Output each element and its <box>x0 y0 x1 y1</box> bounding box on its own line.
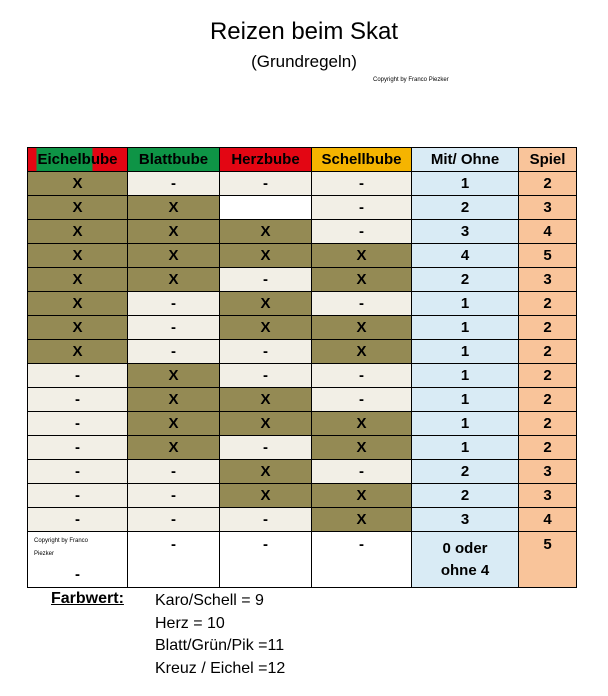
jack-cell: - <box>128 172 220 196</box>
jack-cell: - <box>28 436 128 460</box>
farbwert-line: Kreuz / Eichel =12 <box>155 659 286 677</box>
jack-cell: X <box>312 244 412 268</box>
jack-cell: X <box>28 172 128 196</box>
jack-cell: - <box>220 508 312 532</box>
jack-cell: - <box>28 364 128 388</box>
farbwert-line: Blatt/Grün/Pik =11 <box>155 637 285 654</box>
table-row <box>28 316 577 340</box>
jack-cell: - <box>220 436 312 460</box>
spiel-cell: 3 <box>519 268 577 292</box>
page-title: Reizen beim Skat <box>209 18 399 45</box>
jack-cell: X <box>28 244 128 268</box>
jack-cell: X <box>312 484 412 508</box>
spiel-cell: 2 <box>519 364 577 388</box>
jack-cell: - <box>28 460 128 484</box>
spiel-cell: 4 <box>519 508 577 532</box>
mit-ohne-cell: 1 <box>412 316 519 340</box>
table-row <box>28 220 577 244</box>
table-row <box>28 484 577 508</box>
skat-table <box>27 147 577 588</box>
mit-ohne-cell: 2 <box>412 268 519 292</box>
table-row <box>28 340 577 364</box>
jack-cell: X <box>312 316 412 340</box>
spiel-cell: 2 <box>519 412 577 436</box>
mit-ohne-cell: 1 <box>412 364 519 388</box>
jack-cell: X <box>220 220 312 244</box>
jack-cell: X <box>220 412 312 436</box>
jack-cell: X <box>312 268 412 292</box>
spiel-cell: 3 <box>519 484 577 508</box>
jack-cell: X <box>220 484 312 508</box>
header-mit-ohne: Mit/ Ohne <box>412 148 519 172</box>
mit-ohne-cell: 4 <box>412 244 519 268</box>
jack-cell: X <box>28 268 128 292</box>
mit-ohne-cell: 1 <box>412 172 519 196</box>
jack-cell: X <box>128 436 220 460</box>
jack-cell: - <box>312 292 412 316</box>
mit-ohne-cell: 1 <box>412 436 519 460</box>
jack-cell <box>220 196 312 220</box>
jack-cell: X <box>28 340 128 364</box>
farbwert-label: Farbwert: <box>51 590 124 607</box>
jack-cell: - <box>312 220 412 244</box>
copyright-note: Copyright by Franco Piezker <box>373 77 449 83</box>
jack-cell: X <box>28 316 128 340</box>
mit-ohne-cell: 2 <box>412 196 519 220</box>
jack-cell: - <box>128 292 220 316</box>
jack-cell: X <box>28 220 128 244</box>
mit-ohne-cell: 2 <box>412 460 519 484</box>
jack-cell: X <box>312 508 412 532</box>
jack-cell: X <box>128 412 220 436</box>
header-blattbube: Blattbube <box>128 148 220 172</box>
table-row <box>28 364 577 388</box>
jack-cell: - <box>28 484 128 508</box>
jack-cell: - <box>220 268 312 292</box>
farbwert-line: Karo/Schell = 9 <box>155 592 264 609</box>
spiel-cell: 5 <box>519 532 577 588</box>
jack-cell: X <box>312 436 412 460</box>
farbwert-line: Herz = 10 <box>155 614 225 632</box>
jack-cell: - <box>312 364 412 388</box>
table-cell: - <box>312 532 412 588</box>
header-eichelbube: Eichelbube <box>28 148 128 172</box>
header-herzbube: Herzbube <box>220 148 312 172</box>
jack-cell: X <box>28 196 128 220</box>
mit-ohne-cell: 1 <box>412 292 519 316</box>
mit-ohne-cell <box>412 532 519 588</box>
jack-cell: X <box>312 340 412 364</box>
jack-cell: X <box>220 388 312 412</box>
mit-ohne-cell: 1 <box>412 412 519 436</box>
spiel-cell: 5 <box>519 244 577 268</box>
mit-ohne-cell: 1 <box>412 388 519 412</box>
table-row <box>28 196 577 220</box>
table-row <box>28 508 577 532</box>
table-row <box>28 244 577 268</box>
table-row <box>28 268 577 292</box>
jack-cell: X <box>128 244 220 268</box>
table-row <box>28 292 577 316</box>
spiel-cell: 2 <box>519 340 577 364</box>
jack-cell: - <box>220 340 312 364</box>
table-row <box>28 412 577 436</box>
mit-ohne-line: 0 oder <box>442 539 488 557</box>
jack-cell: X <box>220 292 312 316</box>
table-row <box>28 172 577 196</box>
table-row <box>28 388 577 412</box>
table-row <box>28 460 577 484</box>
table-cell: - <box>128 532 220 588</box>
table-row-last <box>28 532 577 588</box>
jack-cell: X <box>28 292 128 316</box>
header-spiel: Spiel <box>519 148 577 172</box>
table-header-row <box>28 148 577 172</box>
mit-ohne-cell: 2 <box>412 484 519 508</box>
table-cell: - <box>220 532 312 588</box>
jack-cell: - <box>312 388 412 412</box>
jack-cell: - <box>312 460 412 484</box>
jack-cell: - <box>128 316 220 340</box>
jack-cell: - <box>312 196 412 220</box>
jack-cell: X <box>312 412 412 436</box>
jack-cell: - <box>128 508 220 532</box>
jack-cell: X <box>128 196 220 220</box>
spiel-cell: 3 <box>519 460 577 484</box>
copyright-line: Copyright by Franco <box>34 538 89 544</box>
jack-cell: - <box>220 364 312 388</box>
jack-cell: - <box>312 172 412 196</box>
spiel-cell: 2 <box>519 292 577 316</box>
jack-cell: X <box>128 268 220 292</box>
table-cell: - <box>75 566 80 583</box>
jack-cell: - <box>28 508 128 532</box>
spiel-cell: 4 <box>519 220 577 244</box>
mit-ohne-line: ohne 4 <box>440 561 490 579</box>
jack-cell: - <box>28 412 128 436</box>
header-schellbube: Schellbube <box>312 148 412 172</box>
jack-cell: X <box>220 460 312 484</box>
mit-ohne-cell: 3 <box>412 508 519 532</box>
spiel-cell: 2 <box>519 436 577 460</box>
jack-cell: X <box>220 244 312 268</box>
spiel-cell: 2 <box>519 316 577 340</box>
spiel-cell: 2 <box>519 172 577 196</box>
jack-cell: X <box>128 388 220 412</box>
spiel-cell: 2 <box>519 388 577 412</box>
table-row <box>28 436 577 460</box>
mit-ohne-cell: 3 <box>412 220 519 244</box>
jack-cell: X <box>128 220 220 244</box>
jack-cell: - <box>28 388 128 412</box>
jack-cell: - <box>128 340 220 364</box>
copyright-cell <box>28 532 128 588</box>
jack-cell: X <box>128 364 220 388</box>
copyright-line: Piezker <box>34 551 55 557</box>
spiel-cell: 3 <box>519 196 577 220</box>
jack-cell: - <box>128 460 220 484</box>
mit-ohne-cell: 1 <box>412 340 519 364</box>
page-subtitle: (Grundregeln) <box>251 52 357 71</box>
jack-cell: - <box>220 172 312 196</box>
jack-cell: - <box>128 484 220 508</box>
farbwert-list <box>155 590 285 680</box>
jack-cell: X <box>220 316 312 340</box>
